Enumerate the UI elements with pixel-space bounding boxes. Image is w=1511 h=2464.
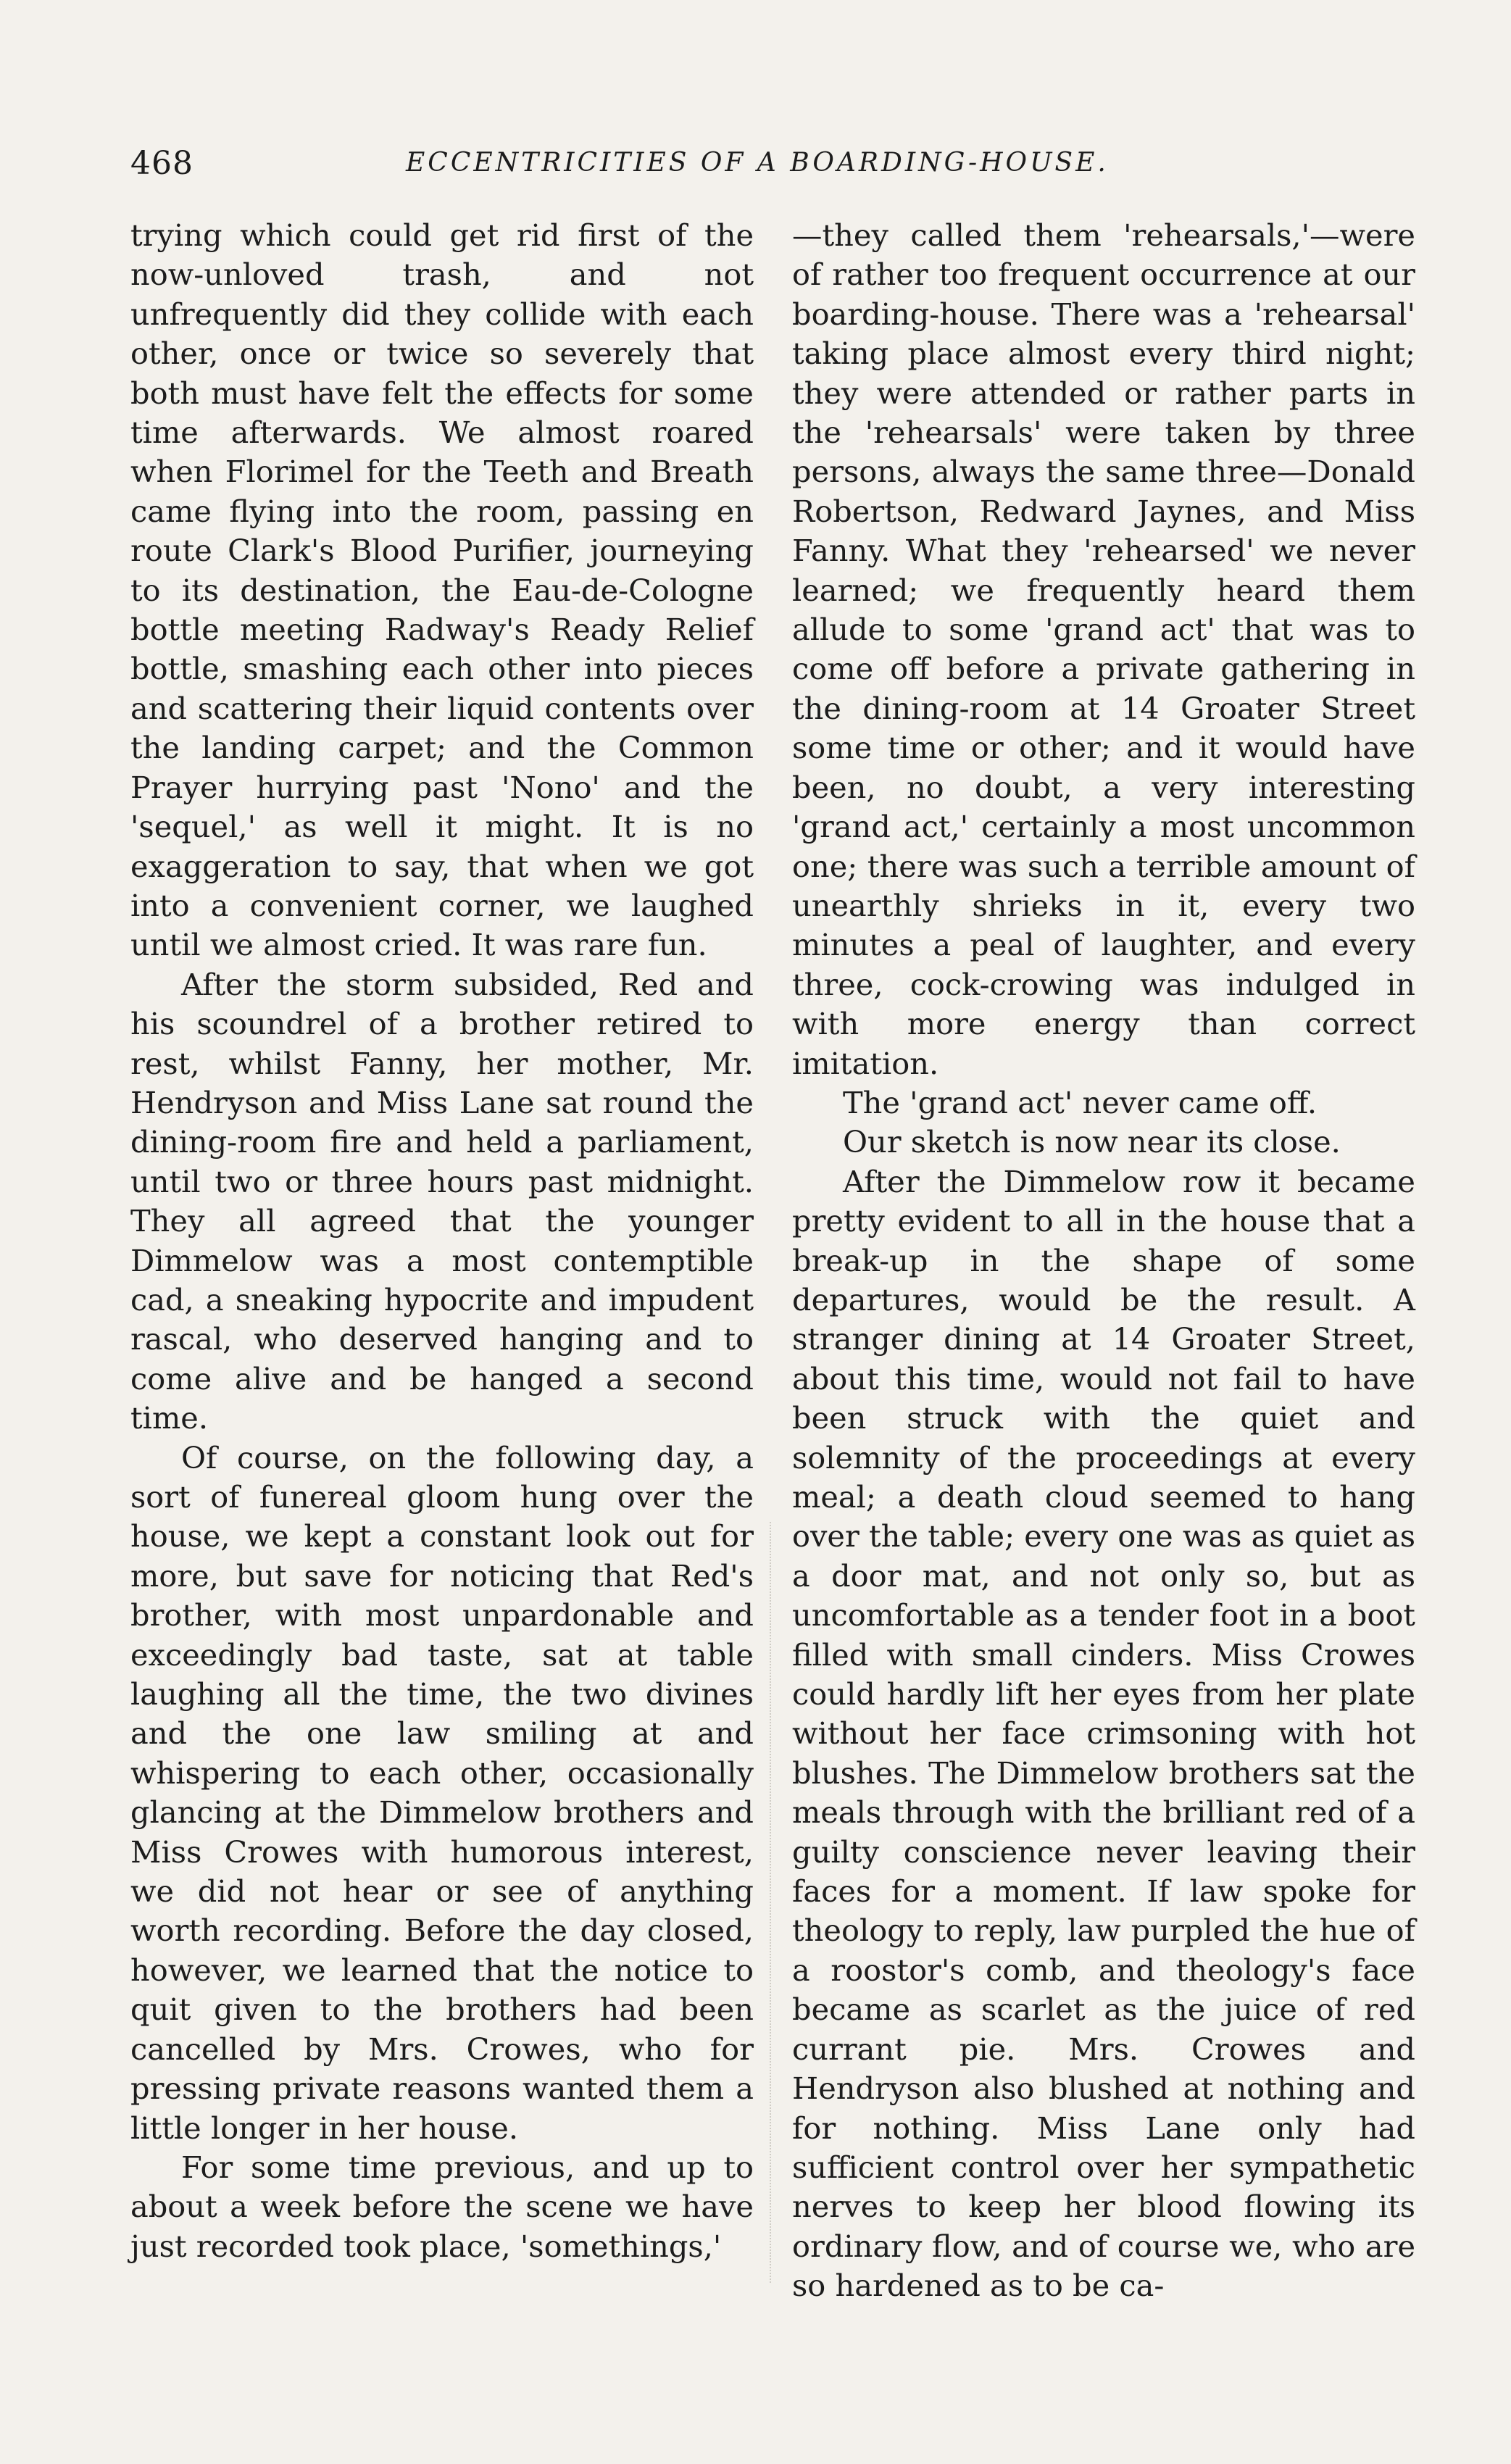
left-column [130, 216, 754, 2266]
right-paragraph-3: Our sketch is now near its close. [843, 1124, 1341, 1160]
page-number: 468 [130, 145, 193, 182]
page-header [130, 145, 1420, 188]
right-paragraph-2: The 'grand act' never came off. [843, 1084, 1318, 1120]
right-paragraph-4: After the Dimmelow row it became pretty evident to all in the house that a break-up in the shape of some departures, would be the result. A stranger dining at 14 Groater Street, about this time, would not fail to have been struck with the quiet and solemnity of the proceedings at every meal; a death cloud seemed to hang over the table; every one was as quiet as a door mat, and not only so, but as uncomfortable as a tender foot in a boot filled with small cinders. Miss Crowes could hardly lift her eyes from her plate without her face crimsoning with hot blushes. The Dimmelow brothers sat the meals through with the brilliant red of a guilty conscience never leaving their faces for a moment. If law spoke for theology to reply, law purpled the hue of a roostor's comb, and theology's face became as scarlet as the juice of red currant pie. Mrs. Crowes and Hendryson also blushed at nothing and for nothing. Miss Lane only had sufficient control over her sympathetic nerves to keep her blood flowing its ordinary flow, and of course we, who are so hardened as to be ca- [792, 1163, 1415, 2304]
left-paragraph-3: Of course, on the following day, a sort of funereal gloom hung over the house, we kept a constant look out for more, but save for noticing that Red's brother, with most unpardonable and exceedingly bad taste, sat at table laughing all the time, the two divines and the one law smiling at and whispering to each other, occasionally glancing at the Dimmelow brothers and Miss Crowes with humorous interest, we did not hear or see of anything worth recording. Before the day closed, however, we learned that the notice to quit given to the brothers had been cancelled by Mrs. Crowes, who for pressing private reasons wanted them a little longer in her house. [130, 1439, 754, 2146]
right-paragraph-1: —they called them 'rehearsals,'—were of rather too frequent occurrence at our boarding-house. There was a 'rehearsal' taking place almost every third night; they were attended or rather parts in the 'rehearsals' were taken by three persons, always the same three—Donald Robertson, Redward Jaynes, and Miss Fanny. What they 'rehearsed' we never learned; we frequently heard them allude to some 'grand act' that was to come off before a private gathering in the dining-room at 14 Groater Street some time or other; and it would have been, no doubt, a very interesting 'grand act,' certainly a most uncommon one; there was such a terrible amount of unearthly shrieks in it, every two minutes a peal of laughter, and every three, cock-crowing was indulged in with more energy than correct imitation. [792, 217, 1415, 1081]
gutter-bleed-marks [770, 1522, 777, 2283]
right-column [792, 216, 1415, 2306]
running-title: ECCENTRICITIES OF A BOARDING-HOUSE. [406, 148, 1109, 178]
left-paragraph-2: After the storm subsided, Red and his scoundrel of a brother retired to rest, whilst Fanny, her mother, Mr. Hendryson and Miss Lane sat round the dining-room fire and held a parliament, until two or three hours past midnight. They all agreed that the younger Dimmelow was a most contemptible cad, a sneaking hypocrite and impudent rascal, who deserved hanging and to come alive and be hanged a second time. [130, 966, 754, 1436]
left-paragraph-4: For some time previous, and up to about a week before the scene we have just recorded took place, 'somethings,' [130, 2149, 754, 2264]
left-paragraph-1: trying which could get rid first of the now-unloved trash, and not unfrequently did they collide with each other, once or twice so severely that both must have felt the effects for some time afterwards. We almost roared when Florimel for the Teeth and Breath came flying into the room, passing en route Clark's Blood Purifier, journeying to its destination, the Eau-de-Cologne bottle meeting Radway's Ready Relief bottle, smashing each other into pieces and scattering their liquid contents over the landing carpet; and the Common Prayer hurrying past 'Nono' and the 'sequel,' as well it might. It is no exaggeration to say, that when we got into a convenient corner, we laughed until we almost cried. It was rare fun. [130, 217, 754, 963]
